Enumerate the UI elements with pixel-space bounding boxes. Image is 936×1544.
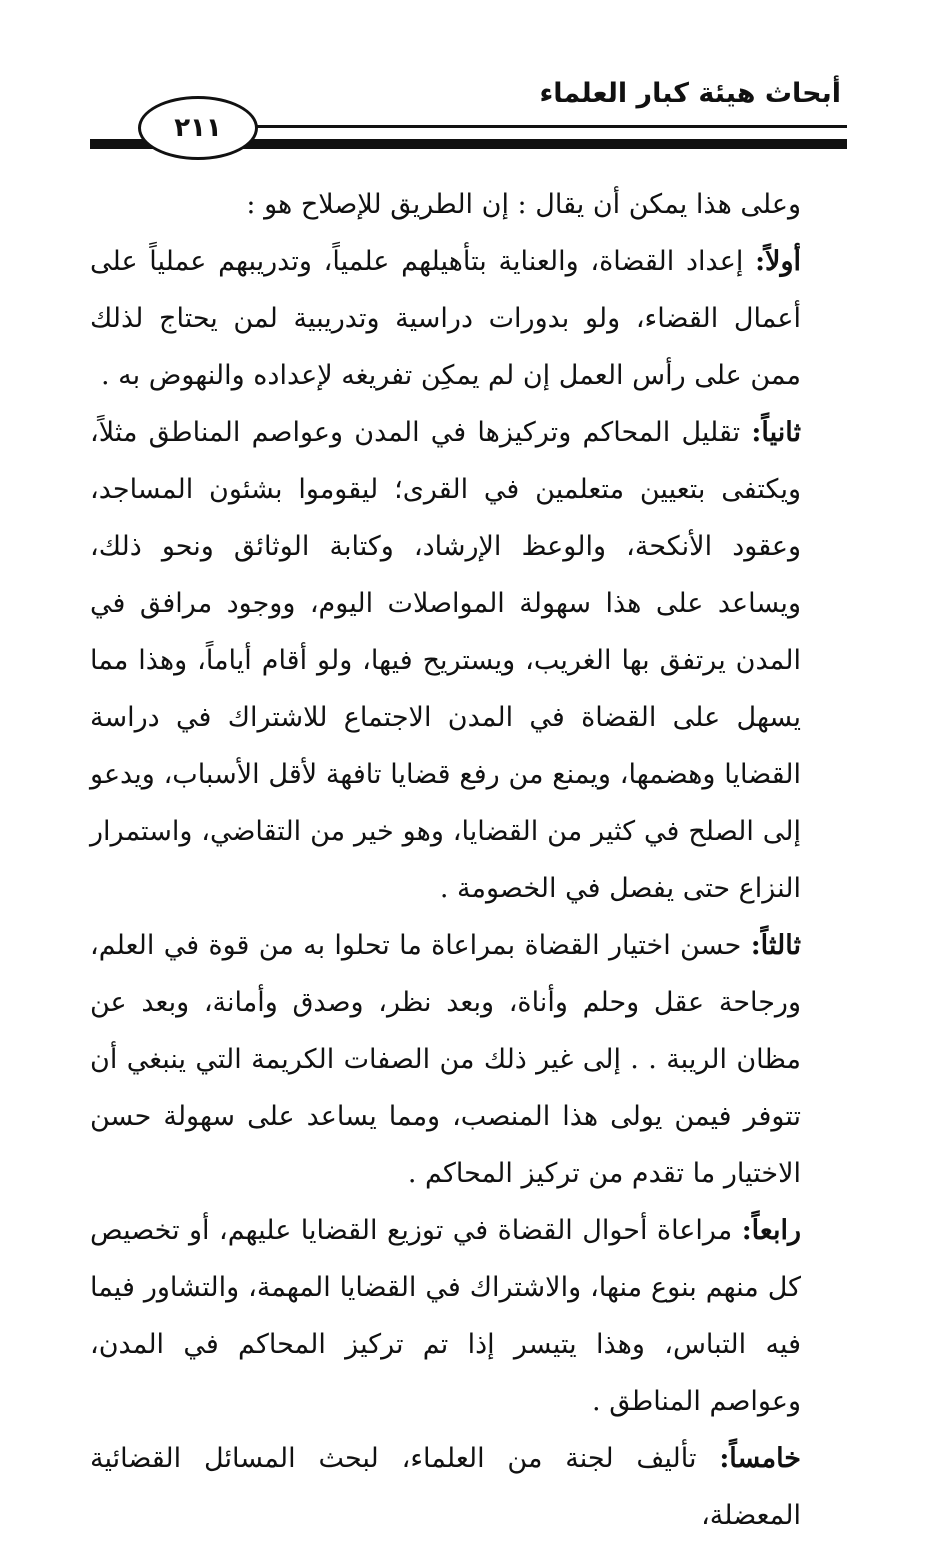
- paragraph-first: [90, 233, 841, 404]
- paragraph-text: حسن اختيار القضاة بمراعاة ما تحلوا به من قوة في العلم، ورجاحة عقل وحلم وأناة، وبعد نظر، وصدق وأمانة، وبعد عن مظان الريبة . . إلى غير ذلك من الصفات الكريمة التي ينبغي أن تتوفر فيمن يولى هذا المنصب، ومما يساعد على سهولة حسن الاختيار ما تقدم من تركيز المحاكم .: [90, 930, 801, 1189]
- page-number-oval: [138, 96, 258, 160]
- paragraph-text: تأليف لجنة من العلماء، لبحث المسائل القضائية المعضلة،: [90, 1443, 801, 1531]
- paragraph-lead: رابعاً:: [741, 1215, 801, 1246]
- paragraph-text: تقليل المحاكم وتركيزها في المدن وعواصم المناطق مثلاً، ويكتفى بتعيين متعلمين في القرى؛ ليقوموا بشئون المساجد، وعقود الأنكحة، والوعظ الإرشاد، وكتابة الوثائق ونحو ذلك، ويساعد على هذا سهولة المواصلات اليوم، ووجود مرافق في المدن يرتفق بها الغريب، ويستريح فيها، ولو أقام أياماً، وهذا مما يسهل على القضاة في المدن الاجتماع للاشتراك في دراسة القضايا وهضمها، ويمنع من رفع قضايا تافهة لأقل الأسباب، ويدعو إلى الصلح في كثير من القضايا، وهو خير من التقاضي، واستمرار النزاع حتى يفصل في الخصومة .: [90, 417, 801, 904]
- intro-paragraph: [90, 176, 841, 233]
- body-text: [90, 176, 841, 1544]
- page-number: ٢١١: [174, 113, 222, 143]
- paragraph-second: [90, 404, 841, 917]
- paragraph-lead: خامساً:: [719, 1443, 801, 1474]
- paragraph-text: وعلى هذا يمكن أن يقال : إن الطريق للإصلاح هو :: [246, 189, 801, 220]
- paragraph-fourth: [90, 1202, 841, 1430]
- paragraph-lead: ثانياً:: [751, 417, 801, 448]
- header-thin-rule: [248, 125, 847, 128]
- paragraph-text: مراعاة أحوال القضاة في توزيع القضايا عليهم، أو تخصيص كل منهم بنوع منها، والاشتراك في القضايا المهمة، والتشاور فيما فيه التباس، وهذا يتيسر إذا تم تركيز المحاكم في المدن، وعواصم المناطق .: [90, 1215, 801, 1417]
- paragraph-lead: أولاً:: [755, 246, 801, 277]
- paragraph-third: [90, 917, 841, 1202]
- paragraph-text: إعداد القضاة، والعناية بتأهيلهم علمياً، وتدريبهم عملياً على أعمال القضاء، ولو بدورات دراسية وتدريبية لمن يحتاج لذلك ممن على رأس العمل إن لم يمكِن تفريغه لإعداده والنهوض به .: [90, 246, 801, 391]
- paragraph-lead: ثالثاً:: [750, 930, 801, 961]
- page-header: [0, 0, 936, 170]
- running-title: أبحاث هيئة كبار العلماء: [539, 78, 841, 109]
- paragraph-fifth: [90, 1430, 841, 1544]
